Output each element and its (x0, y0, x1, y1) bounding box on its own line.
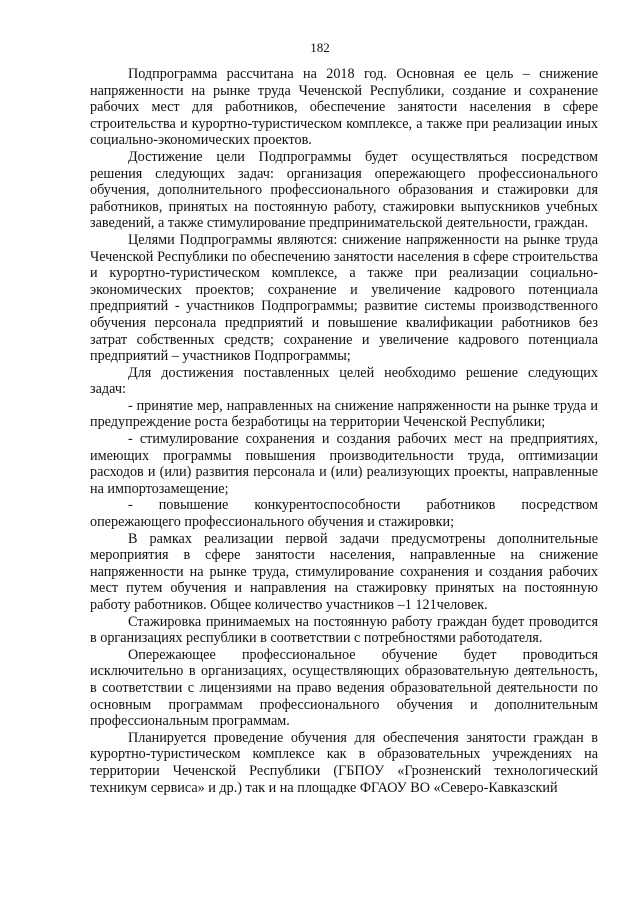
body-text (90, 66, 598, 796)
list-item: - стимулирование сохранения и создания рабочих мест на предприятиях, имеющих программы повышения производительности труда, оптимизации расходов и (или) развития персонала и (или) реализующих проекты, направленные на импортозамещение; (90, 431, 598, 497)
paragraph: В рамках реализации первой задачи предусмотрены дополнительные мероприятия в сфере занятости населения, направленные на снижение напряженности на рынке труда, стимулирование сохранения и создания рабочих мест путем обучения и направления на стажировку принятых на постоянную работу работников. Общее количество участников –1 121человек. (90, 530, 598, 613)
list-item: - повышение конкурентоспособности работников посредством опережающего профессионального обучения и стажировки; (90, 497, 598, 531)
list-item: - принятие мер, направленных на снижение напряженности на рынке труда и предупреждение роста безработицы на территории Чеченской Республики; (90, 397, 598, 431)
paragraph: Для достижения поставленных целей необходимо решение следующих задач: (90, 364, 598, 398)
paragraph: Планируется проведение обучения для обеспечения занятости граждан в курортно-туристическом комплексе как в образовательных учреждениях на территории Чеченской Республики (ГБПОУ «Грозненский технологический техникум сервиса» и др.) так и на площадке ФГАОУ ВО «Северо-Кавказский (90, 729, 598, 796)
paragraph: Достижение цели Подпрограммы будет осуществляться посредством решения следующих задач: организация опережающего профессионального обучения, дополнительного профессионального образования и стажировки для работников, принятых на постоянную работу, стажировки выпускников учебных заведений, а также стимулирование предпринимательской деятельности, граждан. (90, 148, 598, 232)
paragraph: Стажировка принимаемых на постоянную работу граждан будет проводится в организациях республики в соответствии с потребностями работодателя. (90, 613, 598, 647)
paragraph: Опережающее профессиональное обучение будет проводиться исключительно в организациях, осуществляющих образовательную деятельность, в соответствии с лицензиями на право ведения образовательной деятельности по основным программам профессионального обучения и дополнительным профессиональным программам. (90, 646, 598, 730)
page-number: 182 (310, 40, 330, 55)
paragraph: Целями Подпрограммы являются: снижение напряженности на рынке труда Чеченской Республики по обеспечению занятости населения в сфере строительства и курортно-туристическом комплексе, а также при реализации социально-экономических проектов; сохранение и увеличение кадрового потенциала предприятий - участников Подпрограммы; развитие системы производственного обучения персонала предприятий и повышение квалификации работников без затрат собственных средств; сохранение и увеличение кадрового потенциала предприятий – участников Подпрограммы; (90, 231, 598, 365)
paragraph: Подпрограмма рассчитана на 2018 год. Основная ее цель – снижение напряженности на рынке труда Чеченской Республики, создание и сохранение рабочих мест для работников, обеспечение занятости населения в сфере строительства и курортно-туристическом комплексе, а также при реализации иных социально-экономических проектов. (90, 66, 598, 149)
